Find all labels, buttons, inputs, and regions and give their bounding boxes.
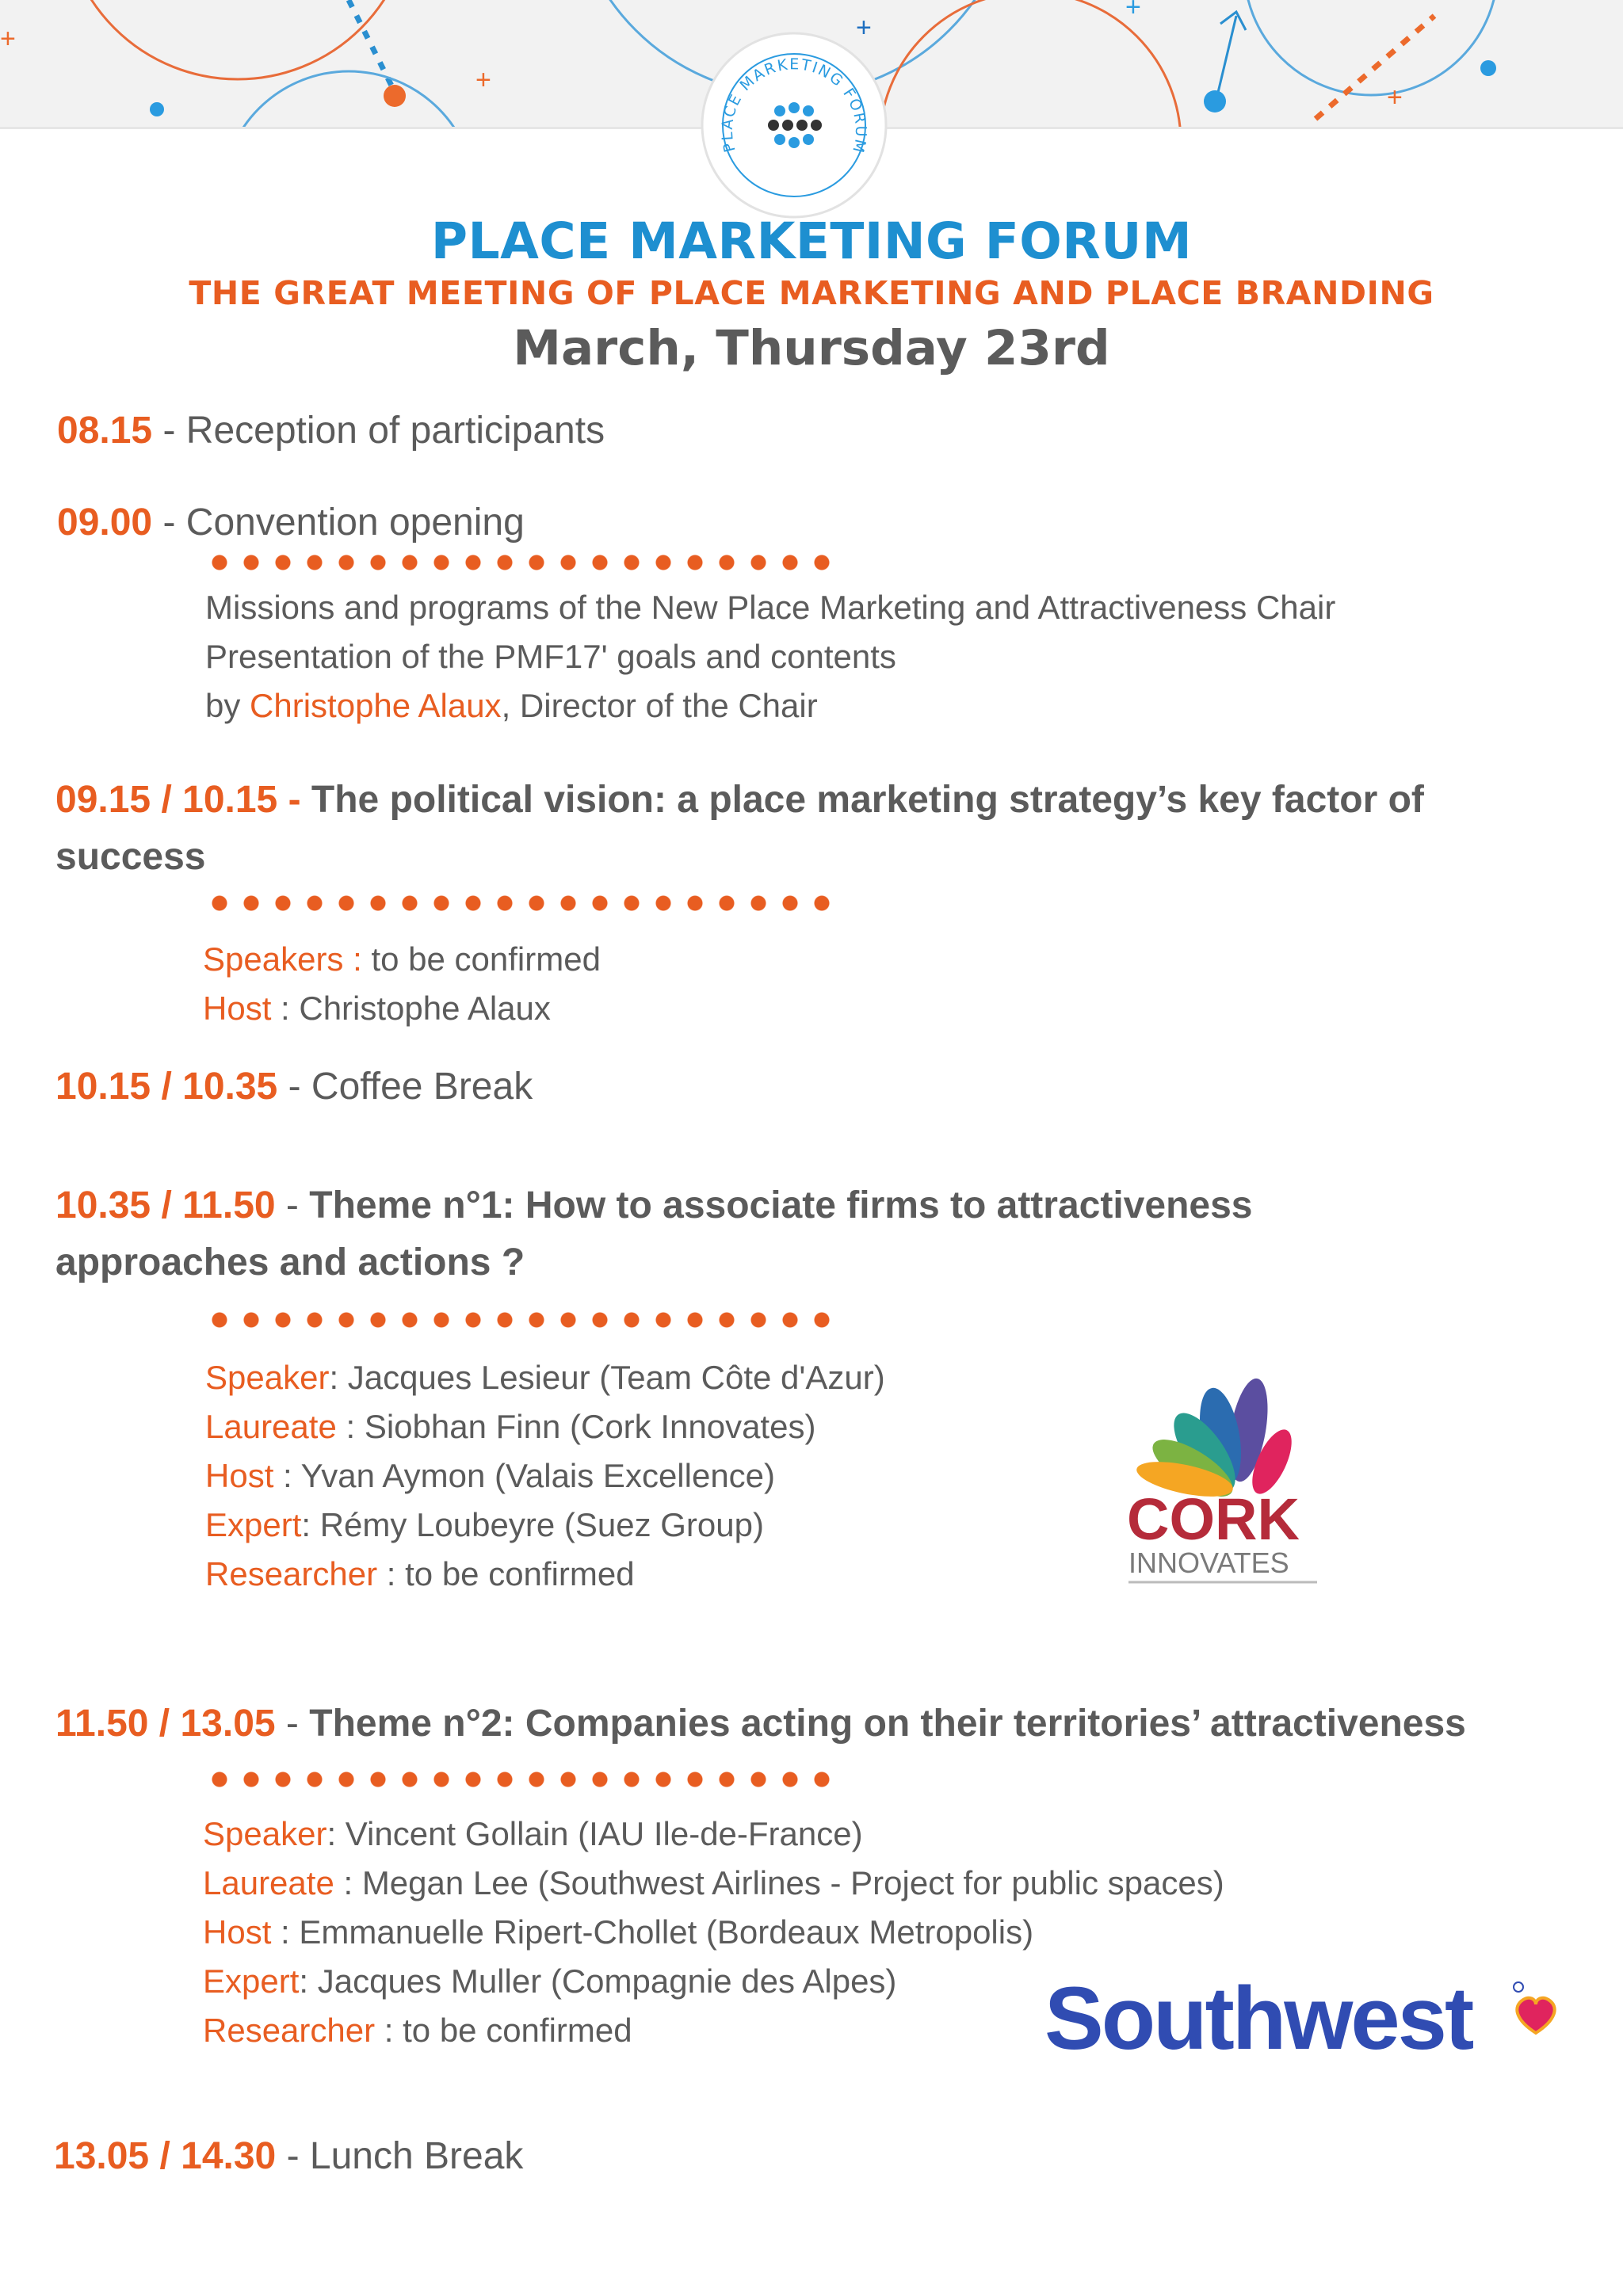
item-time: 09.00 (57, 502, 153, 543)
detail-researcher: Researcher : to be confirmed (205, 1555, 635, 1592)
detail-host: Host : Christophe Alaux (203, 990, 551, 1027)
item-time: 10.35 / 11.50 (55, 1184, 276, 1226)
forum-logo (701, 32, 888, 219)
detail-expert: Expert: Jacques Muller (Compagnie des Alpes) (203, 1962, 897, 2000)
item-time: 09.15 / 10.15 (55, 779, 278, 821)
item-title: The political vision: a place marketing strategy’s key factor of (311, 779, 1424, 821)
detail-expert: Expert: Rémy Loubeyre (Suez Group) (205, 1506, 764, 1543)
svg-text:+: + (1387, 82, 1403, 113)
item-title: Lunch Break (309, 2135, 524, 2177)
item-title: Convention opening (185, 502, 525, 543)
cork-innovates-logo (1117, 1375, 1331, 1589)
forum-subtitle: THE GREAT MEETING OF PLACE MARKETING AND PLACE BRANDING (189, 274, 1434, 312)
item-title: Coffee Break (311, 1066, 533, 1108)
southwest-logo (1044, 1963, 1583, 2066)
detail-line: Presentation of the PMF17' goals and contents (205, 638, 896, 675)
svg-text:+: + (1125, 0, 1141, 22)
dotted-divider (204, 555, 846, 570)
item-time: 10.15 / 10.35 (55, 1066, 278, 1108)
schedule-item-opening: 09.00 - Convention opening (57, 502, 525, 543)
schedule-item-lunch-break: 13.05 / 14.30 - Lunch Break (54, 2135, 524, 2177)
detail-host: Host : Emmanuelle Ripert-Chollet (Bordeaux Metropolis) (203, 1913, 1034, 1951)
svg-text:+: + (0, 24, 16, 54)
forum-title: PLACE MARKETING FORUM (430, 212, 1193, 270)
innovates-word: INNOVATES (1128, 1547, 1289, 1579)
svg-text:+: + (475, 65, 491, 95)
schedule-item-theme-1: 10.35 / 11.50 - Theme n°1: How to associate firms to attractiveness (55, 1184, 1253, 1226)
item-time: 08.15 (57, 410, 153, 452)
schedule-item-coffee-break: 10.15 / 10.35 - Coffee Break (55, 1066, 533, 1108)
svg-text:+: + (856, 13, 872, 43)
speaker-name: Christophe Alaux (250, 687, 502, 724)
detail-speakers: Speakers : to be confirmed (203, 940, 601, 978)
item-title-continued: success (55, 836, 206, 878)
detail-researcher: Researcher : to be confirmed (203, 2012, 632, 2049)
dotted-divider (204, 1772, 846, 1787)
detail-laureate: Laureate : Siobhan Finn (Cork Innovates) (205, 1408, 816, 1445)
dotted-divider (204, 895, 846, 911)
item-title: Reception of participants (185, 410, 605, 452)
item-time: 11.50 / 13.05 (55, 1703, 276, 1745)
detail-host: Host : Yvan Aymon (Valais Excellence) (205, 1457, 776, 1494)
schedule-item-reception: 08.15 - Reception of participants (57, 410, 605, 452)
cork-word: CORK (1127, 1486, 1300, 1552)
detail-by-line: by Christophe Alaux, Director of the Chair (205, 687, 818, 724)
southwest-word: Southwest (1044, 1969, 1472, 2066)
detail-line: Missions and programs of the New Place Marketing and Attractiveness Chair (205, 589, 1336, 626)
item-title-continued: approaches and actions ? (55, 1241, 525, 1283)
detail-speaker: Speaker: Vincent Gollain (IAU Ile-de-France) (203, 1815, 863, 1852)
dotted-divider (204, 1312, 846, 1328)
event-date: March, Thursday 23rd (513, 320, 1110, 376)
detail-speaker: Speaker: Jacques Lesieur (Team Côte d'Azur) (205, 1359, 885, 1396)
item-title: Theme n°2: Companies acting on their territories’ attractiveness (309, 1703, 1466, 1745)
logo-text: PLACE MARKETING FORUM (718, 55, 870, 156)
item-time: 13.05 / 14.30 (54, 2135, 277, 2177)
schedule-item-political-vision: 09.15 / 10.15 - The political vision: a place marketing strategy’s key factor of (55, 779, 1424, 821)
schedule-item-theme-2: 11.50 / 13.05 - Theme n°2: Companies acting on their territories’ attractiveness (55, 1703, 1466, 1745)
detail-laureate: Laureate : Megan Lee (Southwest Airlines - Project for public spaces) (203, 1864, 1224, 1901)
item-title: Theme n°1: How to associate firms to attractiveness (309, 1184, 1253, 1226)
